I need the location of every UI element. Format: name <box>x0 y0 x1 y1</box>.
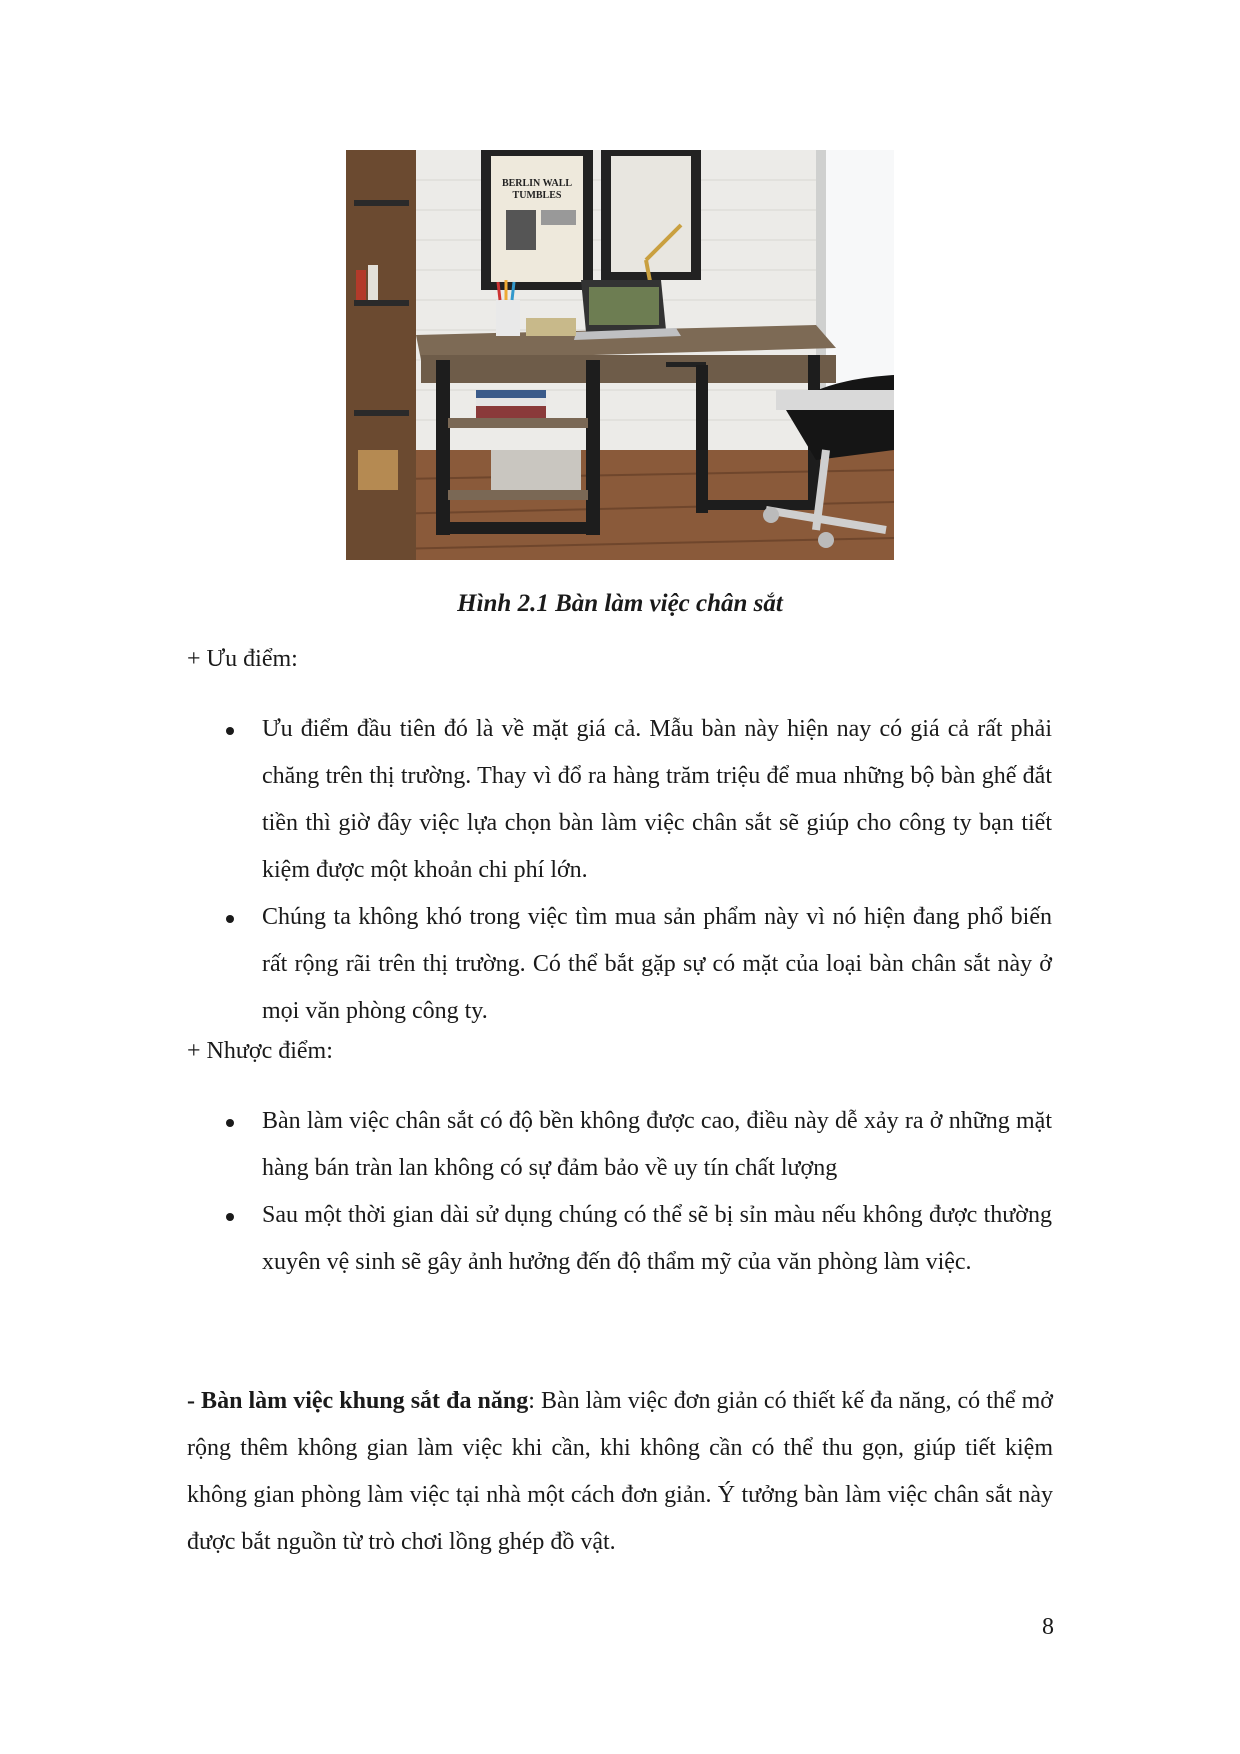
paragraph-body: : Bàn làm việc đơn giản có thiết kế đa năng, có thể mở rộng thêm không gian làm việc khi cần, khi không cần có thể thu gọn, giúp tiết kiệm không gian phòng làm việc tại nhà một cách đơn giản. Ý tưởng bàn làm việc chân sắt này được bắt nguồn từ trò chơi lồng ghép đồ vật. <box>187 1388 1053 1555</box>
pros-item-2: Chúng ta không khó trong việc tìm mua sản phẩm này vì nó hiện đang phổ biến rất rộng rãi trên thị trường. Có thể bắt gặp sự có mặt của loại bàn chân sắt này ở mọi văn phòng công ty. <box>262 894 1052 1035</box>
poster-line-1: BERLIN WALL <box>501 178 573 189</box>
page-number: 8 <box>1042 1614 1054 1640</box>
multifunction-desk-paragraph <box>187 1378 1053 1566</box>
cons-heading: + Nhược điểm: <box>187 1038 333 1064</box>
pros-item-1: Ưu điểm đầu tiên đó là về mặt giá cả. Mẫu bàn này hiện nay có giá cả rất phải chăng trên thị trường. Thay vì đổ ra hàng trăm triệu để mua những bộ bàn ghế đắt tiền thì giờ đây việc lựa chọn bàn làm việc chân sắt sẽ giúp cho công ty bạn tiết kiệm được một khoản chi phí lớn. <box>262 706 1052 894</box>
poster-line-2: TUMBLES <box>512 190 562 201</box>
cons-item-1: Bàn làm việc chân sắt có độ bền không được cao, điều này dễ xảy ra ở những mặt hàng bán tràn lan không có sự đảm bảo về uy tín chất lượng <box>262 1098 1052 1192</box>
pros-heading: + Ưu điểm: <box>187 646 298 672</box>
figure-caption: Hình 2.1 Bàn làm việc chân sắt <box>457 590 783 617</box>
cons-item-2: Sau một thời gian dài sử dụng chúng có thể sẽ bị sỉn màu nếu không được thường xuyên vệ sinh sẽ gây ảnh hưởng đến độ thẩm mỹ của văn phòng làm việc. <box>262 1192 1052 1286</box>
desk-photo <box>346 150 894 560</box>
paragraph-bold-lead: - Bàn làm việc khung sắt đa năng <box>187 1388 529 1414</box>
